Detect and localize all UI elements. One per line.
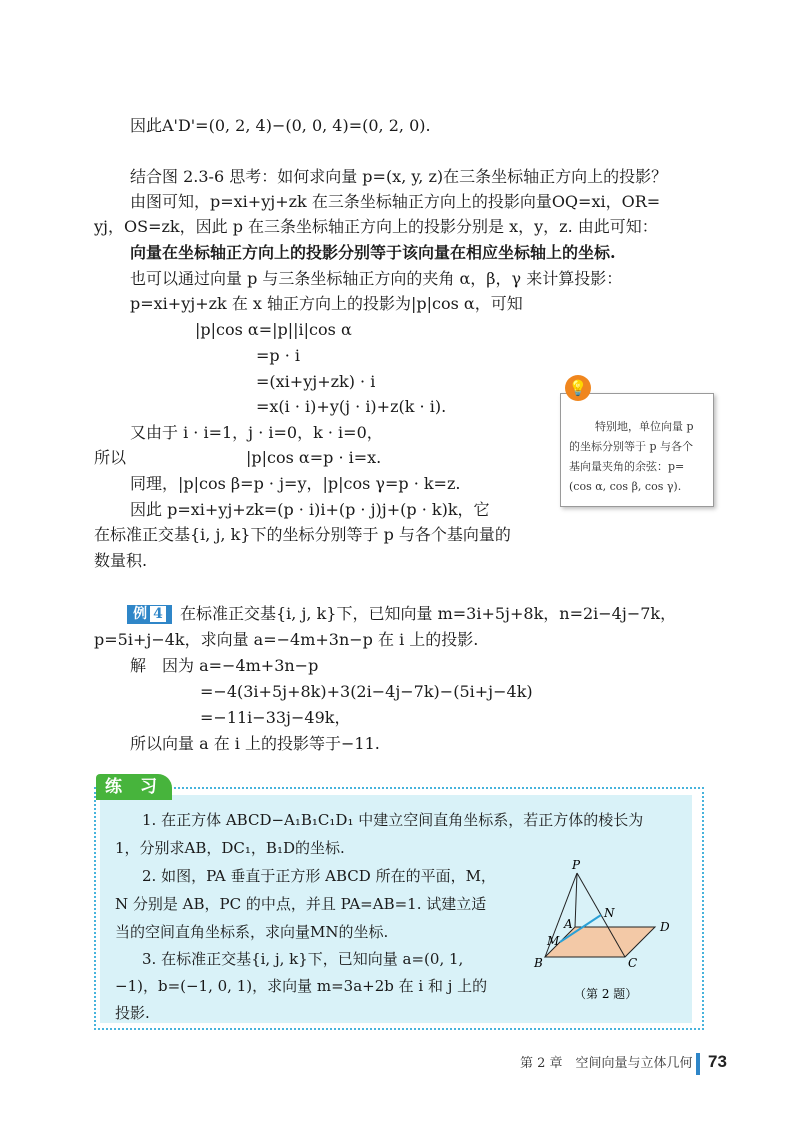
solution-line: 所以向量 a 在 i 上的投影等于−11. [130,734,380,753]
text-line: 数量积. [94,551,148,570]
example-number: 4 [150,606,166,622]
exercise-line: 1，分别求AB，DC₁，B₁D的坐标. [115,839,345,857]
label-m: M [547,934,560,948]
side-note [560,393,714,507]
pyramid-figure [530,855,690,1015]
exercise-line: −1)，b=(−1, 0, 1)，求向量 m=3a+2b 在 i 和 j 上的 [115,977,488,995]
text-line: 同理，|p|cos β=p · j=y，|p|cos γ=p · k=z. [130,474,461,493]
text-line: 也可以通过向量 p 与三条坐标轴正方向的夹角 α，β，γ 来计算投影： [130,269,623,288]
equation-line: |p|cos α=p · i=x. [246,448,382,467]
text-line: 因此A'D'=(0, 2, 4)−(0, 0, 4)=(0, 2, 0). [130,116,431,135]
exercise-line: 投影. [115,1004,150,1022]
text-line: p=xi+yj+zk 在 x 轴正方向上的投影为|p|cos α，可知 [130,294,523,313]
side-note-line: 特别地，单位向量 p [595,420,694,433]
figure-caption: （第 2 题） [574,987,638,1001]
exercise-line: N 分别是 AB，PC 的中点，并且 PA=AB=1. 试建立适 [115,895,487,913]
text-line: 所以 [94,448,127,467]
example-text: p=5i+j−4k，求向量 a=−4m+3n−p 在 i 上的投影. [94,630,479,649]
edge-pa [575,873,577,927]
solution-line: =−11i−33j−49k， [200,708,351,727]
equation-line: =p · i [256,346,301,365]
page-number: 73 [708,1052,727,1071]
example-label: 例 [133,606,148,622]
text-line: 因此 p=xi+yj+zk=(p · i)i+(p · j)j+(p · k)k，它 [130,500,490,519]
text-line: 在标准正交基{i, j, k}下的坐标分别等于 p 与各个基向量的 [94,525,511,544]
exercise-line: 当的空间直角坐标系，求向量MN的坐标. [115,923,389,941]
text-line: 由图可知，p=xi+yj+zk 在三条坐标轴正方向上的投影向量OQ=xi，OR= [130,192,661,211]
exercise-line: 2. 如图，PA 垂直于正方形 ABCD 所在的平面，M， [142,867,496,885]
example-badge [127,605,172,624]
equation-line: |p|cos α=|p||i|cos α [195,320,352,339]
key-conclusion: 向量在坐标轴正方向上的投影分别等于该向量在相应坐标轴上的坐标. [130,243,616,262]
label-b: B [534,956,543,970]
side-note-line: 的坐标分别等于 p 与各个 [569,440,694,453]
chapter-title: 第 2 章 空间向量与立体几何 [520,1056,693,1071]
page-bar [696,1053,700,1075]
equation-line: =(xi+yj+zk) · i [256,372,376,391]
practice-tab: 练 习 [96,774,172,800]
label-n: N [604,906,615,920]
text-line: 又由于 i · i=1，j · i=0，k · i=0， [130,423,383,442]
equation-line: =x(i · i)+y(j · i)+z(k · i). [256,397,447,416]
label-d: D [660,920,670,934]
solution-line: 解 因为 a=−4m+3n−p [130,656,319,675]
example-text: 在标准正交基{i, j, k}下，已知向量 m=3i+5j+8k，n=2i−4j−7k， [180,604,677,623]
label-c: C [628,956,638,970]
lightbulb-icon: 💡 [565,375,591,401]
exercise-line: 1. 在正方体 ABCD−A₁B₁C₁D₁ 中建立空间直角坐标系，若正方体的棱长为 [142,811,644,829]
exercise-line: 3. 在标准正交基{i, j, k}下，已知向量 a=(0, 1, [142,950,464,968]
text-line: 结合图 2.3-6 思考：如何求向量 p=(x, y, z)在三条坐标轴正方向上的投影？ [130,167,668,186]
side-note-line: (cos α, cos β, cos γ). [569,480,682,493]
label-p: P [572,858,581,872]
side-note-line: 基向量夹角的余弦：p= [569,460,685,473]
text-line: yj，OS=zk，因此 p 在三条坐标轴正方向上的投影分别是 x，y，z. 由此可知： [94,217,658,236]
solution-line: =−4(3i+5j+8k)+3(2i−4j−7k)−(5i+j−4k) [200,682,533,701]
label-a: A [564,917,573,931]
